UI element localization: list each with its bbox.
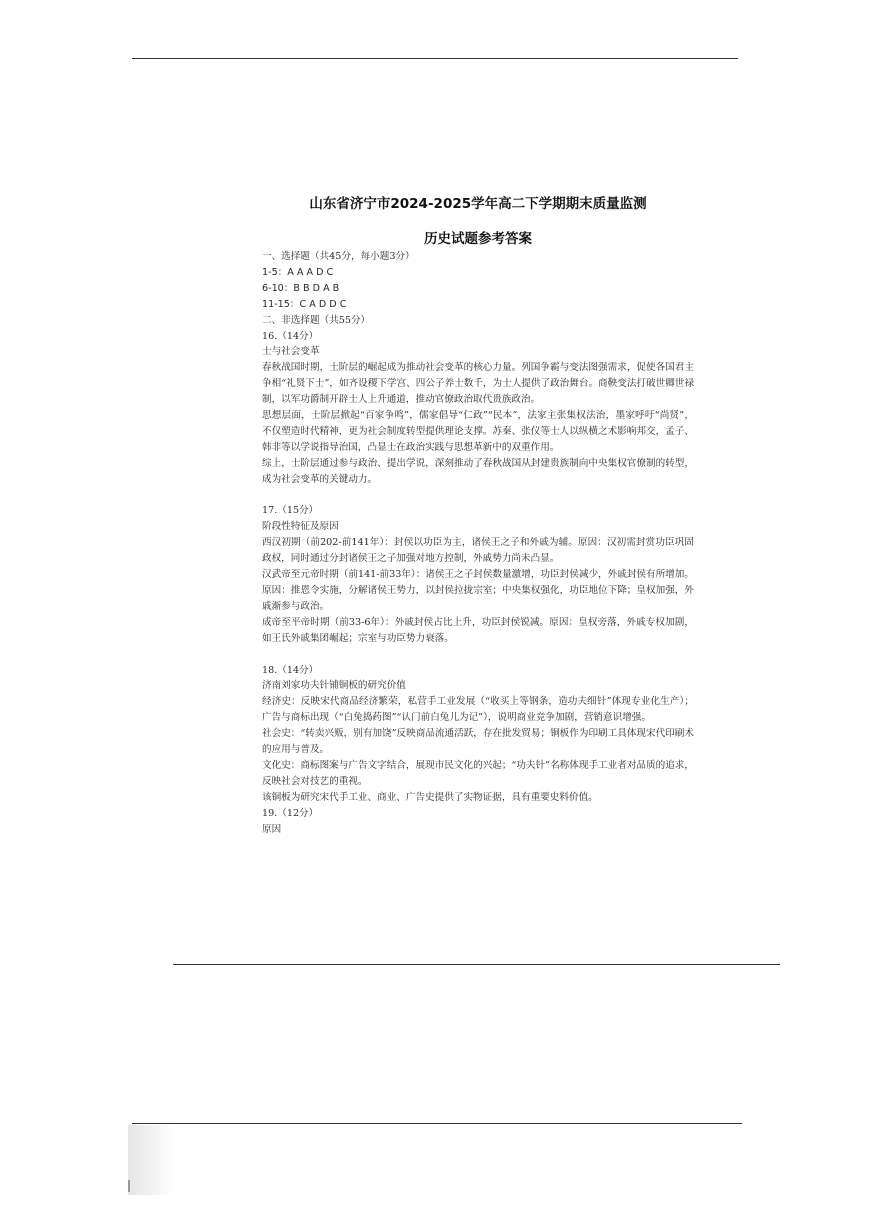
- q17-heading: 阶段性特征及原因: [262, 521, 339, 533]
- top-rule: [132, 58, 738, 59]
- answer-row-11-15: 11-15：C A D D C: [262, 298, 347, 310]
- q17-paragraph: 成帝至平帝时期（前33-6年）：外戚封侯占比上升，功臣封侯锐减。原因：皇权旁落，外戚专权加剧，如王氏外戚集团崛起；宗室与功臣势力衰落。: [262, 616, 694, 644]
- q18-paragraph: 文化史：商标图案与广告文字结合，展现市民文化的兴起；“功夫针”名称体现手工业者对品质的追求，反映社会对技艺的重视。: [262, 759, 694, 787]
- q19-score: 19.（12分）: [262, 807, 319, 819]
- q16-paragraph: 春秋战国时期，士阶层的崛起成为推动社会变革的核心力量。列国争霸与变法图强需求，促使各国君主争相“礼贤下士”，如齐设稷下学宫、四公子养士数千，为士人提供了政治舞台。商鞅变法打破世卿世禄制，以军功爵制开辟士人上升通道，推动官僚政治取代贵族政治。: [262, 362, 694, 406]
- q18-heading: 济南刘家功夫针铺铜板的研究价值: [262, 680, 406, 692]
- q18-paragraph: 该铜板为研究宋代手工业、商业、广告史提供了实物证据，具有重要史料价值。: [262, 791, 598, 803]
- q17-paragraph: 西汉初期（前202-前141年）：封侯以功臣为主，诸侯王之子和外戚为辅。原因：汉初需封赏功臣巩固政权，同时通过分封诸侯王之子加强对地方控制，外戚势力尚未凸显。: [262, 537, 694, 565]
- choice-section-header: 一、选择题（共45分，每小题3分）: [262, 251, 415, 262]
- q18-paragraph: 经济史：反映宋代商品经济繁荣，私营手工业发展（“收买上等钢条，造功夫细针”体现专业化生产）；广告与商标出现（“白兔捣药图”“认门前白兔儿为记”），说明商业竞争加剧，营销意识增强。: [262, 696, 694, 724]
- answer-content: [262, 249, 694, 838]
- q16-paragraph: 思想层面，士阶层掀起“百家争鸣”，儒家倡导“仁政”“民本”，法家主张集权法治，墨家呼吁“尚贤”，不仅塑造时代精神，更为社会制度转型提供理论支撑。苏秦、张仪等士人以纵横之术影响邦交，孟子、韩非等以学说指导治国，凸显士在政治实践与思想革新中的双重作用。: [262, 410, 694, 453]
- q18-paragraph: 社会史：“转卖兴贩，别有加饶”反映商品流通活跃，存在批发贸易；铜板作为印刷工具体现宋代印刷术的应用与普及。: [262, 728, 694, 756]
- q16-paragraph: 综上，士阶层通过参与政治、提出学说，深刻推动了春秋战国从封建贵族制向中央集权官僚制的转型，成为社会变革的关键动力。: [262, 457, 694, 485]
- section-spacer: [262, 647, 694, 663]
- answer-row-6-10: 6-10：B B D A B: [262, 282, 340, 294]
- q17-score: 17.（15分）: [262, 505, 319, 517]
- answer-row-1-5: 1-5：A A A D C: [262, 266, 334, 278]
- scan-edge-mark: [128, 1125, 174, 1195]
- middle-rule: [173, 964, 780, 965]
- document-subtitle: 历史试题参考答案: [424, 231, 532, 247]
- bottom-rule: [132, 1123, 742, 1124]
- q17-paragraph: 汉武帝至元帝时期（前141-前33年）：诸侯王之子封侯数量激增，功臣封侯减少，外戚封侯有所增加。原因：推恩令实施，分解诸侯王势力，以封侯拉拢宗室；中央集权强化，功臣地位下降；皇权加强，外戚渐参与政治。: [262, 569, 694, 612]
- q16-score: 16.（14分）: [262, 330, 319, 342]
- document-title: 山东省济宁市2024-2025学年高二下学期期末质量监测: [309, 196, 647, 212]
- section-spacer: [262, 488, 694, 504]
- q16-heading: 士与社会变革: [262, 346, 320, 358]
- q19-heading: 原因: [262, 823, 282, 835]
- q18-score: 18.（14分）: [262, 664, 319, 676]
- nonchoice-section-header: 二、非选择题（共55分）: [262, 314, 371, 326]
